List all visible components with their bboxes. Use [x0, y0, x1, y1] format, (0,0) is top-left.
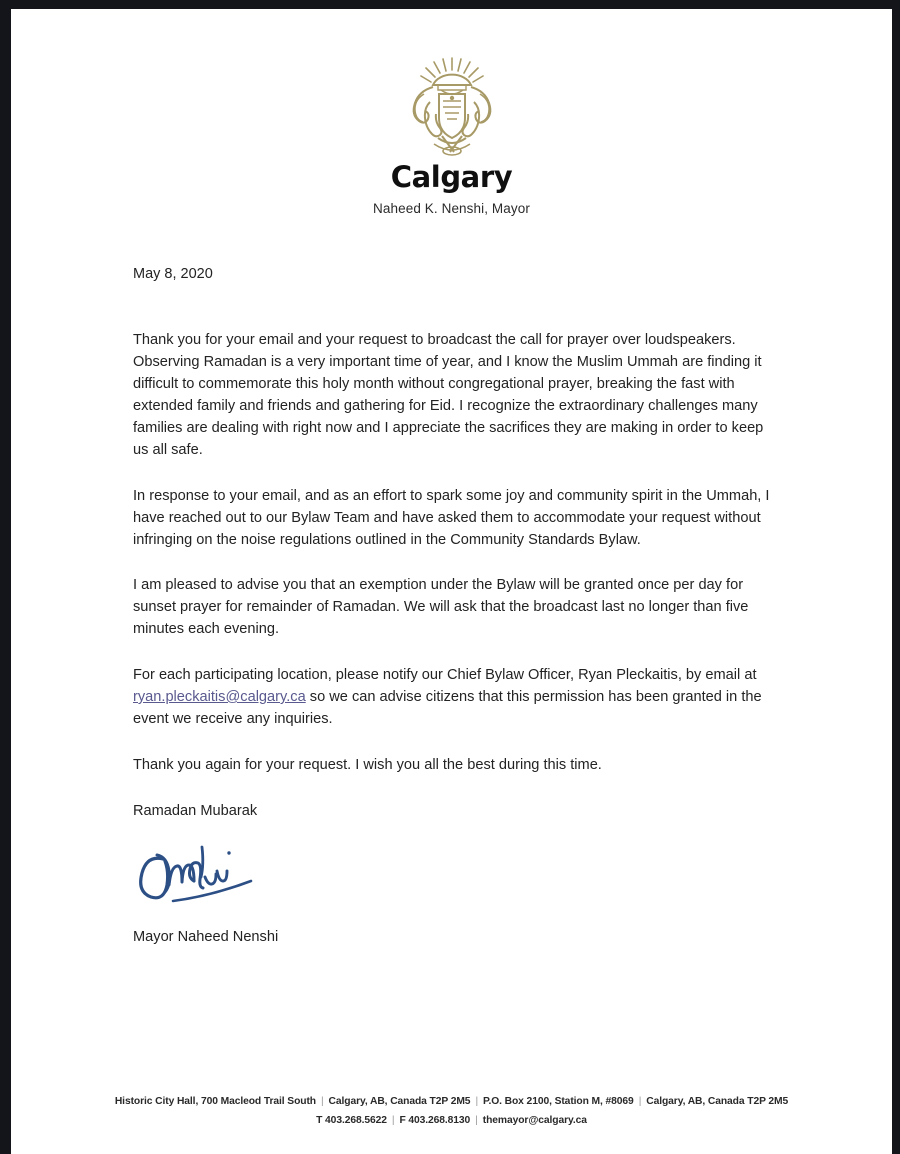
footer-address-po-box: P.O. Box 2100, Station M, #8069: [483, 1095, 634, 1107]
footer-address-city: Calgary, AB, Canada T2P 2M5: [328, 1095, 471, 1107]
signature-block: [11, 837, 892, 945]
bylaw-officer-email-link[interactable]: ryan.pleckaitis@calgary.ca: [133, 689, 306, 706]
letter-body: [11, 266, 892, 822]
letter-page: [11, 9, 892, 1154]
calgary-wordmark: Calgary: [390, 160, 513, 194]
paragraph-contact: [133, 665, 772, 731]
paragraph-1: Thank you for your email and your request to broadcast the call for prayer over loudspeakers. Observing Ramadan is a very important time of year, and I know the Muslim Ummah are finding it difficult to commemorate this holy month without congregational prayer, breaking the fast with extended family and friends and gathering for Eid. I recognize the extraordinary challenges many families are dealing with right now and I appreciate the sacrifices they are making in order to keep us all safe.: [133, 332, 764, 458]
salutation: Ramadan Mubarak: [133, 802, 258, 819]
letter-date: May 8, 2020: [133, 266, 213, 283]
footer-separator-icon: |: [475, 1114, 478, 1126]
footer-separator-icon: |: [475, 1095, 479, 1107]
footer-address-civic: Historic City Hall, 700 Macleod Trail South: [114, 1095, 316, 1107]
signature-name: Mayor Naheed Nenshi: [133, 928, 279, 945]
footer-fax: F 403.268.8130: [399, 1114, 471, 1126]
footer-email[interactable]: themayor@calgary.ca: [482, 1114, 587, 1126]
mayor-title-line: Naheed K. Nenshi, Mayor: [373, 201, 530, 217]
footer-address-line: [11, 1092, 892, 1111]
footer-phone: T 403.268.5622: [316, 1114, 387, 1126]
paragraph-2: In response to your email, and as an effort to spark some joy and community spirit in the Ummah, I have reached out to our Bylaw Team and have asked them to accommodate your request without infringing on the noise regulations outlined in the Community Standards Bylaw.: [133, 487, 770, 548]
contact-text-before-link: For each participating location, please notify our Chief Bylaw Officer, Ryan Pleckaitis, by email at: [133, 667, 757, 684]
calgary-coat-of-arms-icon: [400, 54, 504, 158]
page-footer: [11, 1092, 892, 1130]
contact-text-after-link: so we can advise citizens that this permission has been granted in the event we receive any inquiries.: [133, 689, 762, 727]
letterhead: [11, 9, 892, 216]
footer-address-mail-city: Calgary, AB, Canada T2P 2M5: [646, 1095, 789, 1107]
footer-separator-icon: |: [638, 1095, 642, 1107]
handwritten-signature-icon: [133, 837, 283, 913]
footer-contact-line: [11, 1111, 892, 1130]
footer-separator-icon: |: [391, 1114, 395, 1126]
footer-separator-icon: |: [320, 1095, 324, 1107]
paragraph-3: I am pleased to advise you that an exemption under the Bylaw will be granted once per day for sunset prayer for remainder of Ramadan. We will ask that the broadcast last no longer than five minutes each evening.: [133, 577, 749, 638]
closing-line: Thank you again for your request. I wish you all the best during this time.: [133, 756, 602, 773]
